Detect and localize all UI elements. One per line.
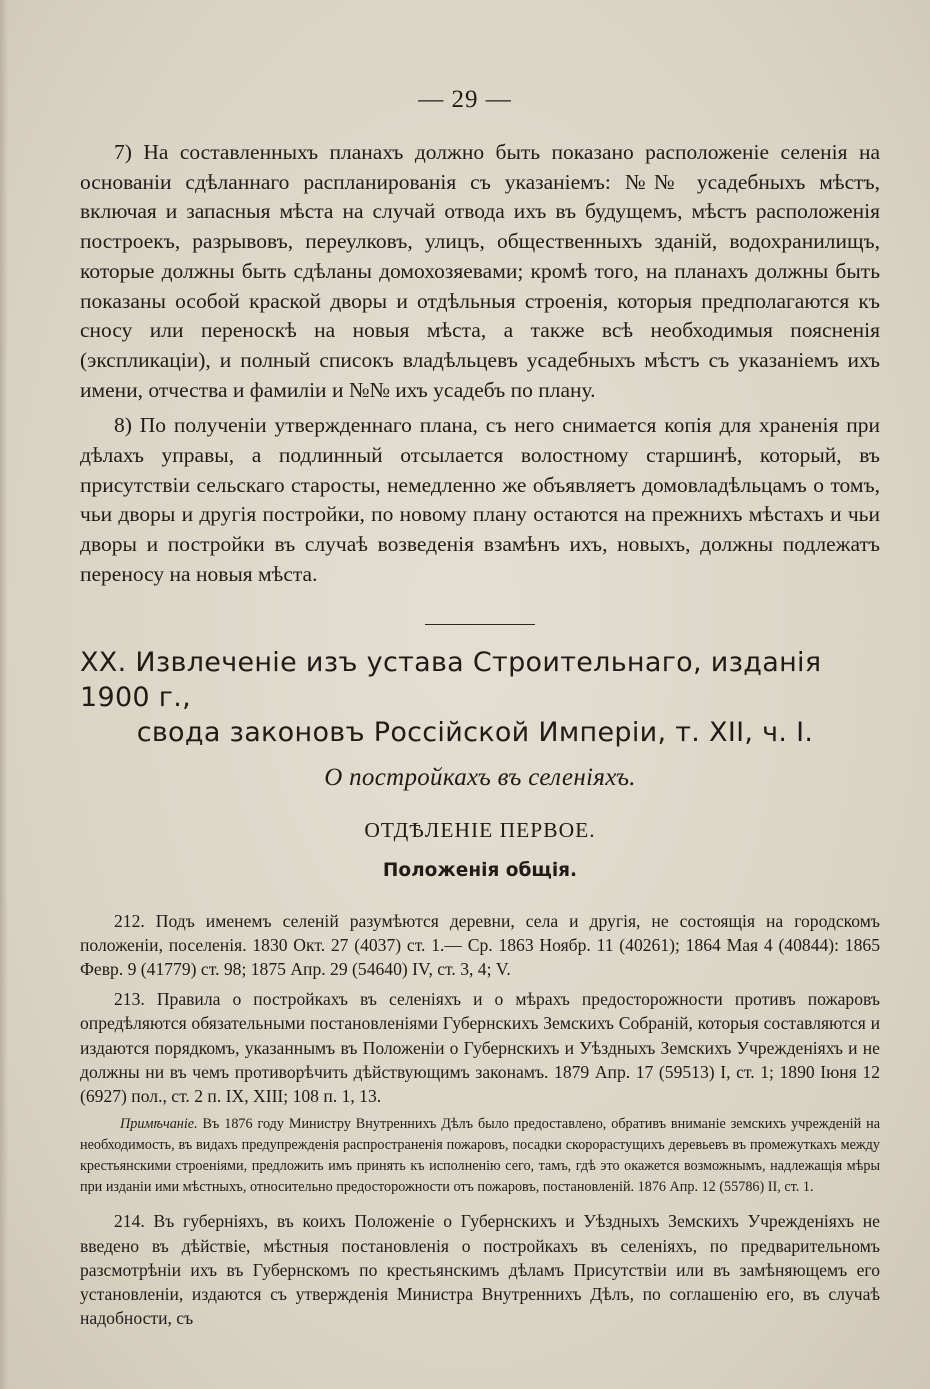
- section-title: [80, 645, 880, 750]
- page-number: — 29 —: [418, 86, 512, 113]
- section-subtitle: О постройкахъ въ селеніяхъ.: [324, 763, 636, 791]
- note-block: [80, 1114, 880, 1197]
- note-text: Въ 1876 году Министру Внутреннихъ Дѣлъ было предоставлено, обративъ вниманіе земскихъ учрежденій на необходимость, въ видахъ предупрежденія распространенія пожаровъ, посадки скорорастущихъ деревьевъ въ промежуткахъ между крестьянскими строеніями, предложить имъ принять къ исполненію сего, тамъ, гдѣ это окажется возможнымъ, надлежащія мѣры при изданіи ими мѣстныхъ, относительно предосторожности отъ пожаровъ, постановленій. 1876 Апр. 12 (55786) II, ст. 1.: [80, 1116, 880, 1195]
- section-divider: [425, 624, 535, 625]
- general-provisions-heading: Положенія общія.: [382, 859, 578, 881]
- article-214: 214. Въ губерніяхъ, въ коихъ Положеніе о Губернскихъ и Уѣздныхъ Земскихъ Учрежденіяхъ не введено въ дѣйствіе, мѣстныя постановленія о постройкахъ въ селеніяхъ, по предварительномъ разсмотрѣніи ихъ въ Губернскомъ по крестьянскимъ дѣламъ Присутствіи или въ замѣняющемъ его установленіи, издаются съ утвержденія Министра Внутреннихъ Дѣлъ, по соглашенію его, въ случаѣ надобности, съ: [80, 1211, 880, 1329]
- note-label: Примѣчаніе.: [120, 1116, 198, 1133]
- page-body: [80, 138, 880, 1330]
- article-213: 213. Правила о постройкахъ въ селеніяхъ и о мѣрахъ предосторожности противъ пожаровъ опредѣляются обязательными постановленіями Губернскихъ Земскихъ Собраній, которыя составляются и издаются порядкомъ, указаннымъ въ Положеніи о Губернскихъ и Уѣздныхъ Земскихъ Учрежденіяхъ и не должны ни въ чемъ противорѣчить дѣйствующимъ законамъ. 1879 Апр. 17 (59513) I, ст. 1; 1890 Іюня 12 (6927) пол., ст. 2 п. IX, XIII; 108 п. 1, 13.: [80, 989, 880, 1106]
- page-spine-shadow: [0, 0, 8, 1389]
- department-heading: ОТДѢЛЕНІЕ ПЕРВОЕ.: [364, 817, 596, 842]
- article-212: 212. Подъ именемъ селеній разумѣются деревни, села и другія, не состоящія на городскомъ положеніи, поселенія. 1830 Окт. 27 (4037) ст. 1.— Ср. 1863 Ноябр. 11 (40261); 1864 Мая 4 (40844): 1865 Февр. 9 (41779) ст. 98; 1875 Апр. 29 (54640) IV, ст. 3, 4; V.: [80, 910, 880, 979]
- section-title-line2: свода законовъ Россійской Имперіи, т. XII, ч. I.: [136, 716, 814, 748]
- paragraph-7: 7) На составленныхъ планахъ должно быть показано расположеніе селенія на основаніи сдѣланнаго распланированія съ указаніемъ: №№ усадебныхъ мѣстъ, включая и запасныя мѣста на случай отвода ихъ въ будущемъ, мѣстъ расположенія построекъ, разрывовъ, переулковъ, улицъ, общественныхъ зданій, водохранилищъ, которые должны быть сдѣланы домохозяевами; кромѣ того, на планахъ должны быть показаны особой краской дворы и отдѣльныя строенія, которыя предполагаются къ сносу или переноскѣ на новыя мѣста, а также всѣ необходимыя поясненія (экспликаціи), и полный списокъ владѣльцевъ усадебныхъ мѣстъ съ указаніемъ ихъ имени, отчества и фамиліи и №№ ихъ усадебъ по плану.: [80, 140, 880, 402]
- section-title-line1: XX. Извлеченіе изъ устава Строительнаго, изданія 1900 г.,: [80, 646, 822, 713]
- paragraph-8: 8) По полученіи утвержденнаго плана, съ него снимается копія для храненія при дѣлахъ управы, а подлинный отсылается волостному старшинѣ, который, въ присутствіи сельскаго старосты, немедленно же объявляетъ домовладѣльцамъ о томъ, чьи дворы и другія постройки, по новому плану остаются на прежнихъ мѣстахъ и чьи дворы и постройки въ случаѣ возведенія взамѣнъ ихъ, новыхъ, должны подлежатъ переносу на новыя мѣста.: [80, 413, 880, 586]
